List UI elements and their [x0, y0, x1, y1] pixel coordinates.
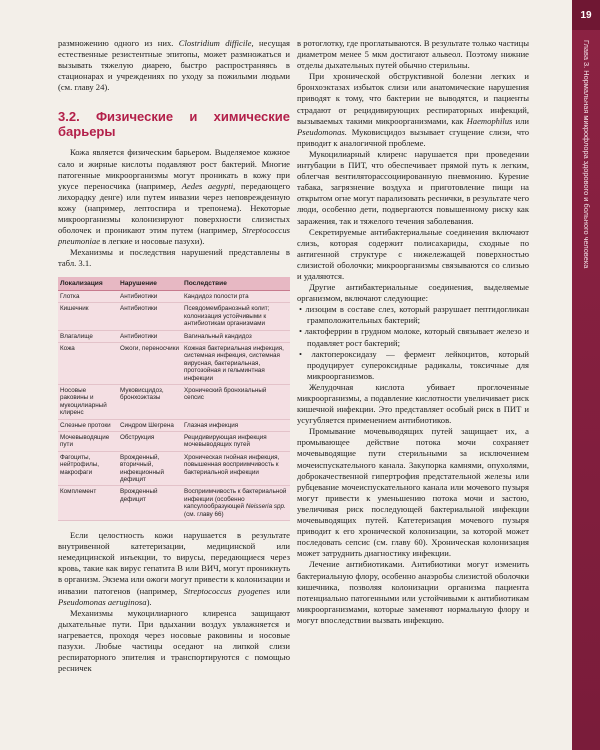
- table-row: [58, 290, 290, 302]
- table-cell: Восприимчивость к бактериальной инфекции (особенно капсулообразующей Neisseria spp. (см. главу 66): [182, 486, 290, 521]
- table-cell: Влагалище: [58, 330, 118, 342]
- table-row: [58, 384, 290, 419]
- table-header-cell: Нарушение: [118, 277, 182, 291]
- table-header-row: [58, 277, 290, 291]
- page-number: 19: [572, 0, 600, 30]
- table-cell: Врожденный дефицит: [118, 486, 182, 521]
- table-header-cell: Последствие: [182, 277, 290, 291]
- table-cell: Антибиотики: [118, 330, 182, 342]
- table-cell: Ожоги, переносчики: [118, 342, 182, 384]
- table-cell: Глотка: [58, 290, 118, 302]
- table-cell: Обструкция: [118, 432, 182, 452]
- table-cell: Глазная инфекция: [182, 419, 290, 431]
- table-cell: Врожденный, вторичный, инфекционный дефицит: [118, 451, 182, 486]
- table-row: [58, 451, 290, 486]
- table-cell: Кожа: [58, 342, 118, 384]
- table-cell: Слезные протоки: [58, 419, 118, 431]
- paragraph: Кожа является физическим барьером. Выделяемое кожное сало и жирные кислоты подавляют рост бактерий. Многие патогенные микроорганизмы могут проникать в кожу при укусе переносчика (например, Aedes aegypti, передающего лихорадку денге) или путем инвазии через неповрежденную кожу (например, лептоспира и трепонема). Некоторые микроорганизмы колонизируют поверхности слизистых оболочек и проникают этим путем (например, Streptococcus pneumoniae в легкие и носовые пазухи).: [58, 147, 290, 247]
- left-column: [58, 38, 290, 674]
- bullet-list: [297, 304, 529, 382]
- paragraph: Секретируемые антибактериальные соединения включают слизь, которая содержит полисахариды, сходные по антигенной структуре с нижележащей поверхностью слизистой оболочки; микроорганизмы связываются со слизью и удаляются.: [297, 226, 529, 281]
- paragraph: Промывание мочевыводящих путей защищает их, а промывающее действие потока мочи сохраняет мочевыводящие пути стерильными за исключением мочеиспускательного канала. Закупорка камнями, опухолями, доброкачественной гипертрофия предстательной железы или рубцевание мочеиспускательного канала или мочевого пузыря могут привести к уменьшению потока мочи и застою, увеличивая риск последующей бактериальной инфекции мочевыводящих путей. Катетеризация мочевого пузыря приводит к его хронической колонизации, за которой может последовать сепсис (см. главу 60). Хроническая колонизация может затруднить диагностику инфекции.: [297, 426, 529, 559]
- table-cell: Кожная бактериальная инфекция, системная инфекция, системная вирусная, бактериальная, протозойная и гельминтная инфекции: [182, 342, 290, 384]
- paragraph: При хронической обструктивной болезни легких и бронхоэктазах избыток слизи или анатомические нарушения приводят к тому, что бактерии не выводятся, и пациенты страдают от рецидивирующих респираторных инфекций, вызываемых такими микроорганизмами, как Haemophilus или Pseudomonas. Муковисцидоз вызывает сгущение слизи, что приводит к аналогичной проблеме.: [297, 71, 529, 148]
- right-column: [297, 38, 529, 626]
- paragraph: Механизмы и последствия нарушений представлены в табл. 3.1.: [58, 247, 290, 269]
- table-cell: Комплемент: [58, 486, 118, 521]
- table-cell: Рецидивирующая инфекция мочевыводящих путей: [182, 432, 290, 452]
- paragraph: Другие антибактериальные соединения, выделяемые организмом, включают следующие:: [297, 282, 529, 304]
- table-cell: Псевдомембранозный колит; колонизация устойчивыми к антибиотикам организмами: [182, 303, 290, 330]
- list-item: • лизоцим в составе слез, который разрушает пептидогликан грамположительных бактерий;: [299, 304, 529, 326]
- table-cell: Вагинальный кандидоз: [182, 330, 290, 342]
- paragraph: Лечение антибиотиками. Антибиотики могут изменить бактериальную флору, особенно анаэробы слизистой оболочки кишечника, позволяя колонизации организма пациента потенциально патогенными или устойчивыми к антибиотикам микроорганизмами, которые заменяют нормальную флору и могут впоследствии вызвать инфекцию.: [297, 559, 529, 625]
- table-row: [58, 342, 290, 384]
- table-row: [58, 486, 290, 521]
- paragraph: Механизмы мукоцилиарного клиренса защищают дыхательные пути. При вдыхании воздух увлажняется и нагревается, проходя через носовые раковины и носовые пазухи. Любые частицы оседают на липкой слизи респираторного эпителия и транспортируются с помощью ресничек: [58, 607, 290, 674]
- table-cell: Фагоциты, нейтрофилы, макрофаги: [58, 451, 118, 486]
- paragraph: в ротоглотку, где проглатываются. В результате только частицы диаметром менее 5 мкм достигают альвеол. Поэтому нижние отделы дыхательных путей обычно стерильны.: [297, 38, 530, 71]
- table-cell: Синдром Шегрена: [118, 419, 182, 431]
- table-3-1: [58, 277, 290, 522]
- table-row: [58, 330, 290, 342]
- table-cell: Антибиотики: [118, 290, 182, 302]
- table-row: [58, 419, 290, 431]
- table-cell: Хронический бронхиальный сепсис: [182, 384, 290, 419]
- table-cell: Антибиотики: [118, 303, 182, 330]
- paragraph: Если целостность кожи нарушается в результате внутривенной катетеризации, медицинской или немедицинской инъекции, то вирусы, передающиеся через кровь, такие как вирус гепатита B или ВИЧ, могут проникнуть в организм. Экзема или ожоги могут привести к колонизации и инвазии патогенов (например, Streptococcus pyogenes или Pseudomonas aeruginosa).: [58, 530, 290, 607]
- table-cell: Кандидоз полости рта: [182, 290, 290, 302]
- table-cell: Хроническая гнойная инфекция, повышенная восприимчивость к бактериальной инфекции: [182, 451, 290, 486]
- paragraph: Желудочная кислота убивает проглоченные микроорганизмы, а подавление кислотности увеличивает риск кишечной инфекции. Это представляет особый риск в ПИТ и усугубляется применением антибиотиков.: [297, 381, 529, 426]
- paragraph: Мукоцилиарный клиренс нарушается при проведении интубации в ПИТ, что обеспечивает прямой путь к легким, облегчая вентиляторассоциированную пневмонию. Курение табака, загрязнение воздуха и приготовление пищи на открытом огне могут парализовать реснички, в результате чего люди, особенно дети, подвергаются повышенному риску как заражения, так и тяжелого течения заболевания.: [297, 148, 529, 226]
- table-cell: Носовые раковины и мукоцилиарный клиренс: [58, 384, 118, 419]
- section-heading: 3.2. Физические и химические барьеры: [58, 109, 290, 140]
- table-cell: Мочевыводящие пути: [58, 432, 118, 452]
- table-header-cell: Локализация: [58, 277, 118, 291]
- table-cell: Кишечник: [58, 303, 118, 330]
- list-item: • лактоферрин в грудном молоке, который связывает железо и подавляет рост бактерий;: [299, 326, 529, 348]
- table-row: [58, 303, 290, 330]
- table-cell: Муковисцидоз, бронхоэктазы: [118, 384, 182, 419]
- chapter-title: Глава 3. Нормальная микрофлора здорового и больного человека: [582, 40, 591, 269]
- paragraph: размножению одного из них. Clostridium difficile, несущая естественные резистентные эпитопы, может размножаться и вызывать тяжелую диарею, быстро распространяясь в стационарах и учреждениях по уходу за пожилыми людьми (см. главу 24).: [58, 38, 290, 93]
- list-item: • лактопероксидазу — фермент лейкоцитов, который продуцирует супероксидные радикалы, токсичные для микроорганизмов.: [299, 348, 530, 381]
- table-row: [58, 432, 290, 452]
